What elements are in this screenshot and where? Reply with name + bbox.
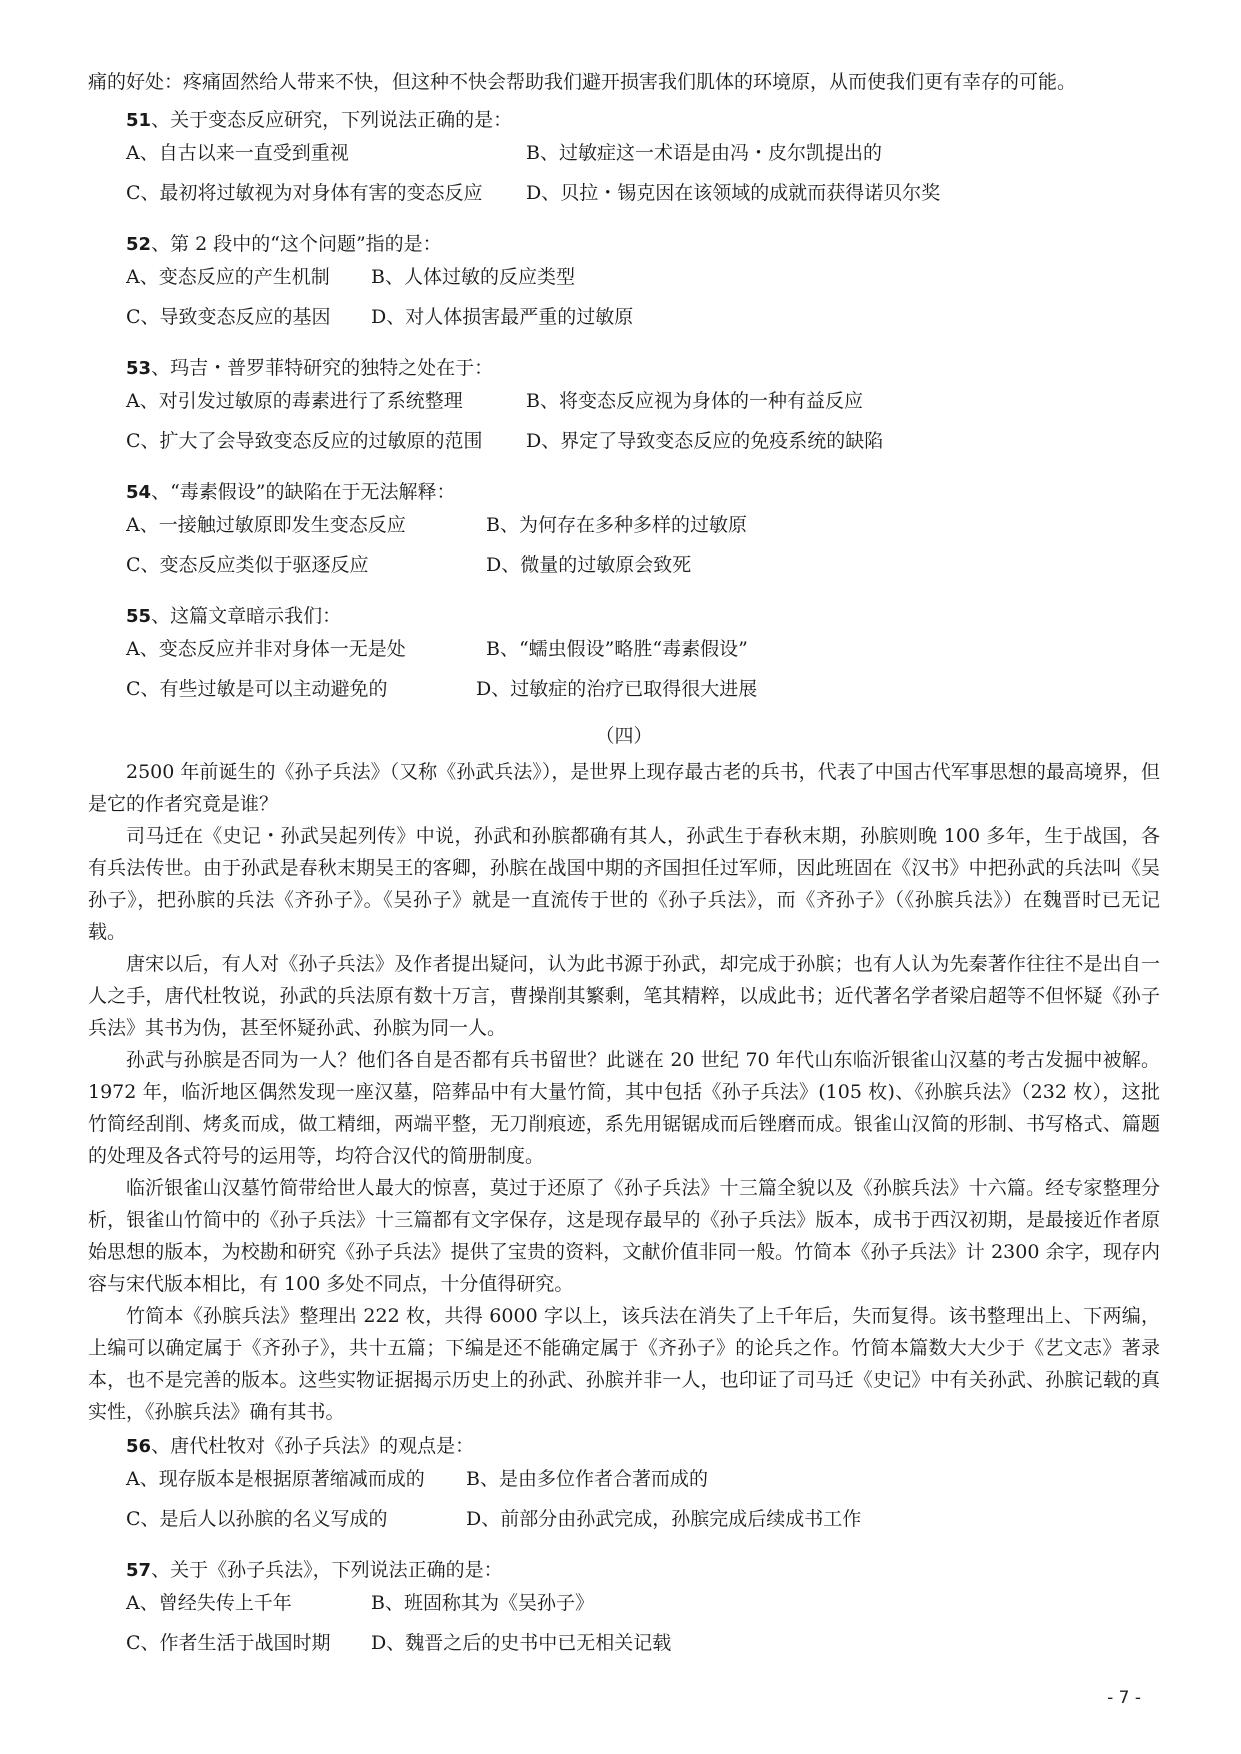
options-53 [88, 385, 1160, 470]
option-a[interactable]: A、变态反应的产生机制 [126, 266, 330, 288]
question-stem: 、关于变态反应研究，下列说法正确的是： [151, 109, 513, 131]
question-number: 51 [126, 110, 152, 131]
option-a[interactable]: A、现存版本是根据原著缩减而成的 [126, 1468, 425, 1490]
section-title: （四） [595, 725, 653, 747]
options-51 [88, 137, 1160, 222]
option-d[interactable]: D、前部分由孙武完成，孙膑完成后续成书工作 [466, 1508, 862, 1530]
question-number: 53 [126, 358, 152, 379]
question-number: 55 [126, 606, 152, 627]
question-51 [88, 104, 1160, 137]
option-a[interactable]: A、曾经失传上千年 [126, 1592, 292, 1614]
option-b[interactable]: B、过敏症这一术语是由冯・皮尔凯提出的 [526, 142, 882, 164]
option-d[interactable]: D、对人体损害最严重的过敏原 [371, 306, 634, 328]
option-c[interactable]: C、导致变态反应的基因 [126, 306, 331, 328]
options-52 [88, 261, 1160, 346]
option-a[interactable]: A、一接触过敏原即发生变态反应 [126, 514, 406, 536]
option-c[interactable]: C、变态反应类似于驱逐反应 [126, 554, 369, 576]
option-c[interactable]: C、是后人以孙膑的名义写成的 [126, 1508, 388, 1530]
body-paragraph: 司马迁在《史记・孙武吴起列传》中说，孙武和孙膑都确有其人，孙武生于春秋末期，孙膑则晚 100 多年，生于战国，各有兵法传世。由于孙武是春秋末期吴王的客卿，孙膑在战国中期的齐国担任过军师，因此班固在《汉书》中把孙武的兵法叫《吴孙子》，把孙膑的兵法《齐孙子》。《吴孙子》就是一直流传于世的《孙子兵法》，而《齐孙子》（《孙膑兵法》）在魏晋时已无记载。 [88, 825, 1160, 943]
option-b[interactable]: B、班固称其为《吴孙子》 [371, 1592, 594, 1614]
option-b[interactable]: B、为何存在多种多样的过敏原 [486, 514, 747, 536]
question-number: 57 [126, 1560, 152, 1581]
question-stem: 、唐代杜牧对《孙子兵法》的观点是： [151, 1435, 475, 1457]
question-number: 52 [126, 234, 152, 255]
option-d[interactable]: D、魏晋之后的史书中已无相关记载 [371, 1632, 672, 1654]
body-paragraph: 竹简本《孙膑兵法》整理出 222 枚，共得 6000 字以上，该兵法在消失了上千年后，失而复得。该书整理出上、下两编，上编可以确定属于《齐孙子》，共十五篇；下编是还不能确定属于《齐孙子》的论兵之作。竹简本篇数大大少于《艺文志》著录本，也不是完善的版本。这些实物证据揭示历史上的孙武、孙膑并非一人，也印证了司马迁《史记》中有关孙武、孙膑记载的真实性，《孙膑兵法》确有其书。 [88, 1305, 1160, 1423]
question-stem: 、关于《孙子兵法》，下列说法正确的是： [151, 1559, 503, 1581]
question-stem: 、玛吉・普罗菲特研究的独特之处在于： [151, 357, 494, 379]
option-b[interactable]: B、将变态反应视为身体的一种有益反应 [526, 390, 863, 412]
question-57 [88, 1554, 1160, 1587]
options-55 [88, 633, 1160, 718]
question-54 [88, 476, 1160, 509]
option-c[interactable]: C、扩大了会导致变态反应的过敏原的范围 [126, 430, 483, 452]
question-number: 54 [126, 482, 152, 503]
body-paragraph: 2500 年前诞生的《孙子兵法》（又称《孙武兵法》），是世界上现存最古老的兵书，代表了中国古代军事思想的最高境界，但是它的作者究竟是谁？ [88, 761, 1160, 815]
option-a[interactable]: A、变态反应并非对身体一无是处 [126, 638, 406, 660]
options-56 [88, 1463, 1160, 1548]
option-c[interactable]: C、作者生活于战国时期 [126, 1632, 331, 1654]
intro-paragraph: 痛的好处：疼痛固然给人带来不快，但这种不快会帮助我们避开损害我们肌体的环境原，从而使我们更有幸存的可能。 [88, 71, 1077, 93]
question-53 [88, 352, 1160, 385]
option-d[interactable]: D、过敏症的治疗已取得很大进展 [476, 678, 758, 700]
option-a[interactable]: A、对引发过敏原的毒素进行了系统整理 [126, 390, 463, 412]
body-paragraph: 临沂银雀山汉墓竹简带给世人最大的惊喜，莫过于还原了《孙子兵法》十三篇全貌以及《孙膑兵法》十六篇。经专家整理分析，银雀山竹简中的《孙子兵法》十三篇都有文字保存，这是现存最早的《孙子兵法》版本，成书于西汉初期，是最接近作者原始思想的版本，为校勘和研究《孙子兵法》提供了宝贵的资料，文献价值非同一般。竹简本《孙子兵法》计 2300 余字，现存内容与宋代版本相比，有 100 多处不同点，十分值得研究。 [88, 1177, 1160, 1295]
body-paragraph: 孙武与孙膑是否同为一人？他们各自是否都有兵书留世？此谜在 20 世纪 70 年代山东临沂银雀山汉墓的考古发掘中被解。1972 年，临沂地区偶然发现一座汉墓，陪葬品中有大量竹简，其中包括《孙子兵法》(105 枚)、《孙膑兵法》（232 枚），这批竹简经刮削、烤炙而成，做工精细，两端平整，无刀削痕迹，系先用锯锯成而后锉磨而成。银雀山汉简的形制、书写格式、篇题的处理及各式符号的运用等，均符合汉代的简册制度。 [88, 1049, 1160, 1167]
option-c[interactable]: C、最初将过敏视为对身体有害的变态反应 [126, 182, 483, 204]
question-stem: 、“毒素假设”的缺陷在于无法解释： [151, 481, 456, 503]
question-stem: 、第 2 段中的“这个问题”指的是： [151, 233, 442, 255]
question-52 [88, 228, 1160, 261]
option-d[interactable]: D、界定了导致变态反应的免疫系统的缺陷 [526, 430, 884, 452]
option-b[interactable]: B、是由多位作者合著而成的 [466, 1468, 708, 1490]
question-number: 56 [126, 1436, 152, 1457]
body-paragraph: 唐宋以后，有人对《孙子兵法》及作者提出疑问，认为此书源于孙武，却完成于孙膑；也有人认为先秦著作往往不是出自一人之手，唐代杜牧说，孙武的兵法原有数十万言，曹操削其繁剩，笔其精粹，以成此书；近代著名学者梁启超等不但怀疑《孙子兵法》其书为伪，甚至怀疑孙武、孙膑为同一人。 [88, 953, 1160, 1039]
option-d[interactable]: D、微量的过敏原会致死 [486, 554, 692, 576]
options-54 [88, 509, 1160, 594]
options-57 [88, 1587, 1160, 1672]
question-stem: 、这篇文章暗示我们： [151, 605, 342, 627]
option-d[interactable]: D、贝拉・锡克因在该领域的成就而获得诺贝尔奖 [526, 182, 941, 204]
question-56 [88, 1430, 1160, 1463]
option-b[interactable]: B、“蠕虫假设”略胜“毒素假设” [486, 638, 748, 660]
option-c[interactable]: C、有些过敏是可以主动避免的 [126, 678, 388, 700]
option-b[interactable]: B、人体过敏的反应类型 [371, 266, 575, 288]
option-a[interactable]: A、自古以来一直受到重视 [126, 142, 349, 164]
question-55 [88, 600, 1160, 633]
document-page [88, 66, 1160, 1672]
page-number: - 7 - [1107, 1688, 1141, 1708]
